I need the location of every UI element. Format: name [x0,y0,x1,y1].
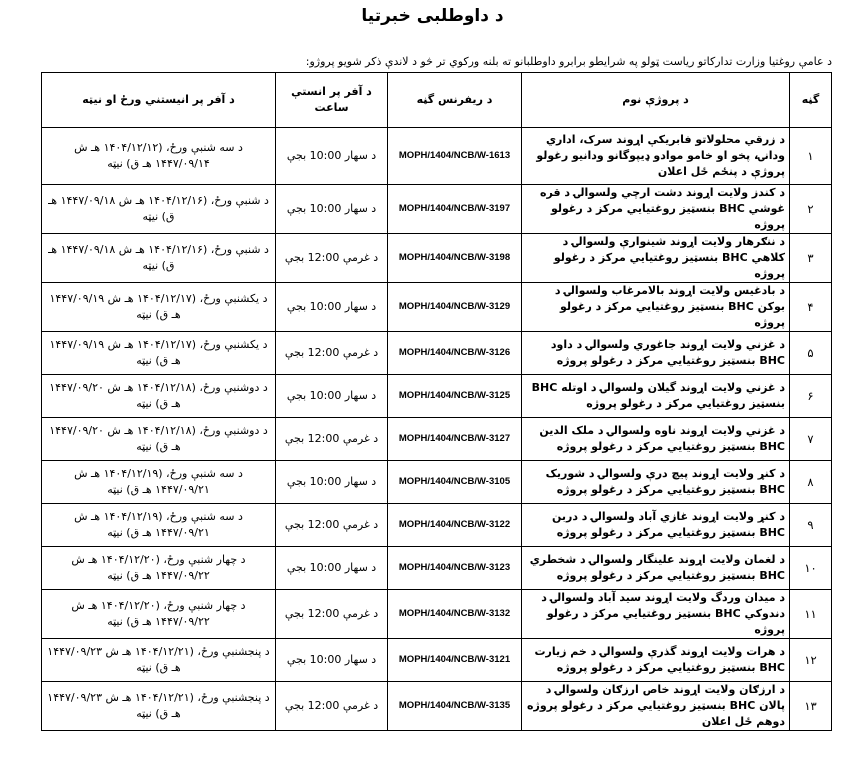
table-row [42,332,832,375]
header-project: د پروژې نوم [522,73,790,128]
row-project: د ارزګان ولایت اړوند خاص ارزګان ولسوالۍ د پالان BHC بنسټیز روغتیایي مرکز د رغولو پروژه دوهم ځل اعلان [522,682,790,731]
table-row [42,283,832,332]
row-ref: MOPH/1404/NCB/W-3129 [388,283,522,332]
row-project: د کنړ ولایت اړوند غازي آباد ولسوالۍ د دربن BHC بنسټیز روغتیایي مرکز د رغولو پروژه [522,504,790,547]
row-date: د یکشنبې ورځ، (۱۴۰۴/۱۲/۱۷ هـ ش ۱۴۴۷/۰۹/۱۹ هـ ق) نیټه [42,332,276,375]
row-date: د سه شنبې ورځ، (۱۴۰۴/۱۲/۱۲ هـ ش ۱۴۴۷/۰۹/۱۴ هـ ق) نیټه [42,128,276,185]
table-row [42,461,832,504]
row-date: د دوشنبې ورځ، (۱۴۰۴/۱۲/۱۸ هـ ش ۱۴۴۷/۰۹/۲۰ هـ ق) نیټه [42,375,276,418]
row-date: د پنجشنبې ورځ، (۱۴۰۴/۱۲/۲۱ هـ ش ۱۴۴۷/۰۹/۲۳ هـ ق) نیټه [42,639,276,682]
row-num: ۱۰ [790,547,832,590]
row-num: ۴ [790,283,832,332]
row-ref: MOPH/1404/NCB/W-3126 [388,332,522,375]
row-time: د غرمې 12:00 بجې [276,332,388,375]
header-date: د آفر پر انیستني ورځ او نیټه [42,73,276,128]
row-ref: MOPH/1404/NCB/W-3125 [388,375,522,418]
row-project: د ننګرهار ولایت اړوند شینوارې ولسوالۍ د کلاهي BHC بنسټیز روغتیایي مرکز د رغولو پروژه [522,234,790,283]
row-ref: MOPH/1404/NCB/W-3197 [388,185,522,234]
row-time: د سهار 10:00 بجې [276,547,388,590]
row-time: د غرمې 12:00 بجې [276,504,388,547]
row-project: د غزني ولایت اړوند ناوه ولسوالۍ د ملک الدین BHC بنسټیز روغتیایي مرکز د رغولو پروژه [522,418,790,461]
table-row [42,375,832,418]
row-date: د شنبې ورځ، (۱۴۰۴/۱۲/۱۶ هـ ش ۱۴۴۷/۰۹/۱۸ هـ ق) نیټه [42,185,276,234]
row-num: ۷ [790,418,832,461]
header-time: د آفر پر انستې ساعت [276,73,388,128]
row-num: ۹ [790,504,832,547]
row-num: ۱ [790,128,832,185]
table-row [42,590,832,639]
tender-table [41,72,832,731]
row-ref: MOPH/1404/NCB/W-3198 [388,234,522,283]
page-title: د داوطلبی خبرتیا [361,6,504,26]
row-date: د دوشنبې ورځ، (۱۴۰۴/۱۲/۱۸ هـ ش ۱۴۴۷/۰۹/۲۰ هـ ق) نیټه [42,418,276,461]
row-date: د پنجشنبې ورځ، (۱۴۰۴/۱۲/۲۱ هـ ش ۱۴۴۷/۰۹/۲۳ هـ ق) نیټه [42,682,276,731]
row-num: ۱۱ [790,590,832,639]
row-date: د سه شنبې ورځ، (۱۴۰۴/۱۲/۱۹ هـ ش ۱۴۴۷/۰۹/۲۱ هـ ق) نیټه [42,461,276,504]
table-row [42,547,832,590]
row-num: ۱۲ [790,639,832,682]
row-date: د چهار شنبې ورځ، (۱۴۰۴/۱۲/۲۰ هـ ش ۱۴۴۷/۰۹/۲۲ هـ ق) نیټه [42,590,276,639]
row-date: د چهار شنبې ورځ، (۱۴۰۴/۱۲/۲۰ هـ ش ۱۴۴۷/۰۹/۲۲ هـ ق) نیټه [42,547,276,590]
table-row [42,234,832,283]
row-project: د لغمان ولایت اړوند علینگار ولسوالۍ د شخطري BHC بنسټیز روغتیایي مرکز د رغولو پروژه [522,547,790,590]
row-ref: MOPH/1404/NCB/W-3121 [388,639,522,682]
row-time: د سهار 10:00 بجې [276,375,388,418]
table-row [42,639,832,682]
row-project: د بادغیس ولایت اړوند بالامرغاب ولسوالۍ د بوکن BHC بنسټیز روغتیایي مرکز د رغولو پروژه [522,283,790,332]
header-ref: د ریفرنس گڼه [388,73,522,128]
row-time: د غرمې 12:00 بجې [276,234,388,283]
row-ref: MOPH/1404/NCB/W-1613 [388,128,522,185]
row-num: ۵ [790,332,832,375]
row-time: د غرمې 12:00 بجې [276,682,388,731]
row-ref: MOPH/1404/NCB/W-3135 [388,682,522,731]
intro-text: د عامې روغتیا وزارت تدارکاتو ریاست ټولو په شرایطو برابرو داوطلبانو ته بلنه ورکوي تر څو د لاندې ذکر شویو پروژو: [305,55,832,68]
table-header-row [42,73,832,128]
table-row [42,418,832,461]
row-time: د غرمې 12:00 بجې [276,590,388,639]
row-num: ۲ [790,185,832,234]
row-project: د هرات ولایت اړوند گذرې ولسوالۍ د خم زیارت BHC بنسټیز روغتیایي مرکز د رغولو پروژه [522,639,790,682]
row-project: د غزني ولایت اړوند جاغوري ولسوالۍ د داود BHC بنسټیز روغتیایي مرکز د رغولو پروژه [522,332,790,375]
row-ref: MOPH/1404/NCB/W-3123 [388,547,522,590]
table-row [42,682,832,731]
row-project: د زرقي محلولاتو فابریکې اړوند سرک، اداري ودانۍ، پخو او خامو موادو ډیپوگانو ودانیو رغولو پروژې د پنځم ځل اعلان [522,128,790,185]
table-row [42,504,832,547]
table-row [42,128,832,185]
row-time: د سهار 10:00 بجې [276,639,388,682]
row-date: د شنبې ورځ، (۱۴۰۴/۱۲/۱۶ هـ ش ۱۴۴۷/۰۹/۱۸ هـ ق) نیټه [42,234,276,283]
row-ref: MOPH/1404/NCB/W-3127 [388,418,522,461]
row-ref: MOPH/1404/NCB/W-3105 [388,461,522,504]
row-date: د سه شنبې ورځ، (۱۴۰۴/۱۲/۱۹ هـ ش ۱۴۴۷/۰۹/۲۱ هـ ق) نیټه [42,504,276,547]
row-time: د سهار 10:00 بجې [276,283,388,332]
row-project: د کندز ولایت اړوند دشت ارچي ولسوالۍ د قره غوشي BHC بنسټیز روغتیایي مرکز د رغولو پروژه [522,185,790,234]
row-num: ۸ [790,461,832,504]
header-num: گڼه [790,73,832,128]
row-ref: MOPH/1404/NCB/W-3132 [388,590,522,639]
row-num: ۱۳ [790,682,832,731]
row-project: د میدان وردگ ولایت اړوند سید آباد ولسوالۍ د دندوکي BHC بنسټیز روغتیایي مرکز د رغولو پروژه [522,590,790,639]
table-row [42,185,832,234]
row-time: د سهار 10:00 بجې [276,128,388,185]
row-time: د سهار 10:00 بجې [276,185,388,234]
row-project: د غزني ولایت اړوند گیلان ولسوالۍ د اوتله BHC بنسټیز روغتیایي مرکز د رغولو پروژه [522,375,790,418]
row-ref: MOPH/1404/NCB/W-3122 [388,504,522,547]
row-date: د یکشنبې ورځ، (۱۴۰۴/۱۲/۱۷ هـ ش ۱۴۴۷/۰۹/۱۹ هـ ق) نیټه [42,283,276,332]
row-project: د کنړ ولایت اړوند پیچ درې ولسوالۍ د شوریک BHC بنسټیز روغتیایي مرکز د رغولو پروژه [522,461,790,504]
row-num: ۶ [790,375,832,418]
row-time: د غرمې 12:00 بجې [276,418,388,461]
row-num: ۳ [790,234,832,283]
row-time: د سهار 10:00 بجې [276,461,388,504]
